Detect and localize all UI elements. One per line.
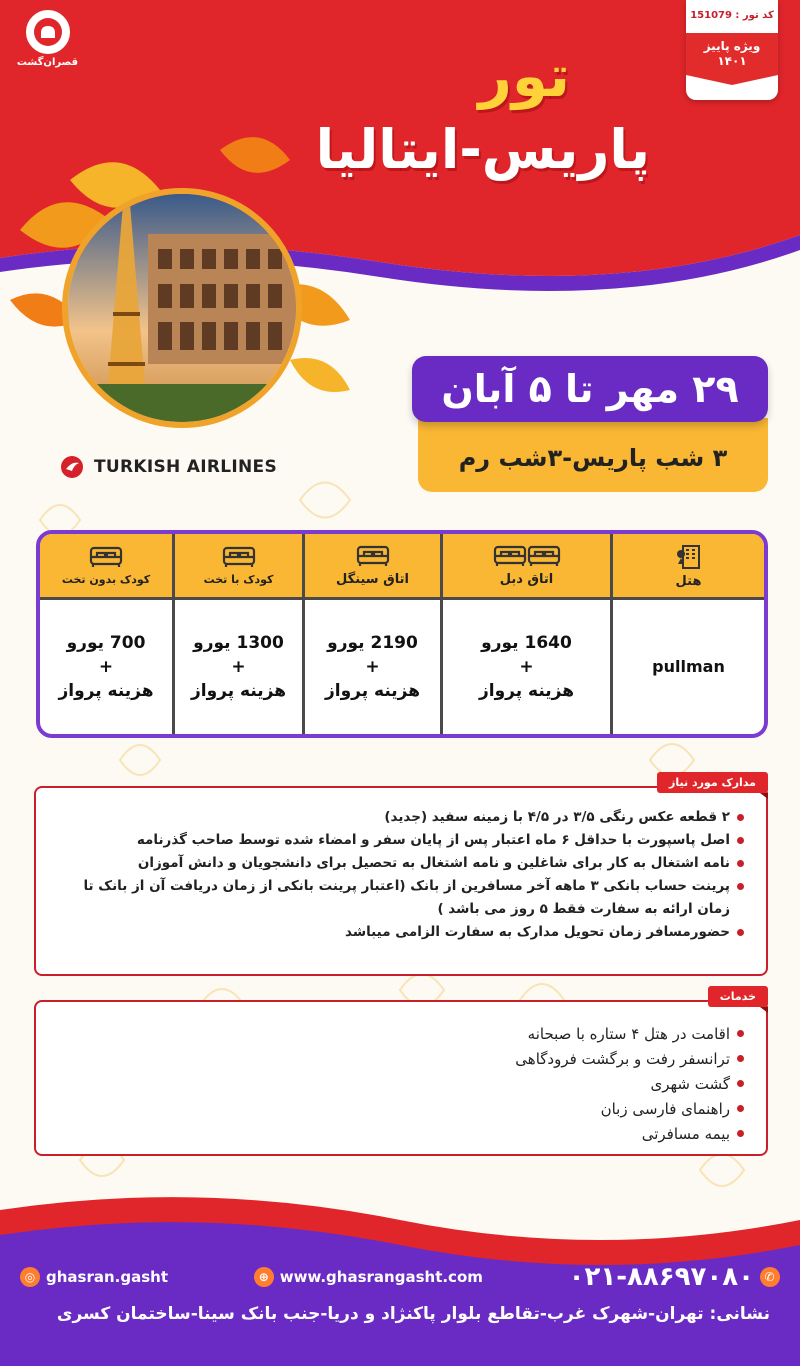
phone-number: ۰۲۱-۸۸۶۹۷۰۸۰ xyxy=(568,1262,754,1292)
website-url: www.ghasrangasht.com xyxy=(279,1268,483,1286)
airline-name: TURKISH AIRLINES xyxy=(94,457,277,477)
list-item: ترانسفر رفت و برگشت فرودگاهی xyxy=(52,1047,744,1072)
documents-box xyxy=(34,776,768,976)
header-hotel xyxy=(613,534,764,600)
instagram-link[interactable] xyxy=(20,1267,168,1287)
plus-sign: + xyxy=(98,657,114,677)
column-child-without-bed xyxy=(40,534,172,734)
header-child-without-bed xyxy=(40,534,172,600)
hotel-icon xyxy=(675,542,703,570)
header-label: هتل xyxy=(675,574,702,589)
column-single-room xyxy=(302,534,440,734)
title-tour: تور xyxy=(478,42,570,110)
list-item: نامه اشتغال به کار برای شاغلین و نامه اشتغال به تحصیل برای دانشجویان و دانش آموزان xyxy=(52,852,744,875)
list-item: بیمه مسافرتی xyxy=(52,1122,744,1147)
contact-bar xyxy=(20,1262,780,1292)
documents-list xyxy=(36,806,766,944)
services-title: خدمات xyxy=(708,986,768,1007)
phone-icon: ✆ xyxy=(760,1267,780,1287)
bed-icon xyxy=(222,545,256,569)
extra-cost: هزینه پرواز xyxy=(478,681,575,701)
globe-icon: ⊕ xyxy=(254,1267,274,1287)
price: 1640 یورو xyxy=(481,633,572,653)
price: 700 یورو xyxy=(66,633,146,653)
header-label: کودک با تخت xyxy=(203,573,274,586)
list-item: حضورمسافر زمان تحویل مدارک به سفارت الزامی میباشد xyxy=(52,921,744,944)
chef-hat-icon xyxy=(26,10,70,54)
price-cell xyxy=(40,600,172,734)
tour-code-tag xyxy=(686,0,778,100)
tour-nights: ۳ شب پاریس-۳شب رم xyxy=(418,418,768,492)
header-single-room xyxy=(305,534,440,600)
price: 2190 یورو xyxy=(327,633,418,653)
plus-sign: + xyxy=(519,657,534,677)
list-item: اصل پاسپورت با حداقل ۶ ماه اعتبار پس از پایان سفر و امضاء شده توسط صاحب گذرنامه xyxy=(52,829,744,852)
instagram-icon: ◎ xyxy=(20,1267,40,1287)
title-destination: پاریس-ایتالیا xyxy=(315,118,650,181)
destination-photo xyxy=(62,188,302,428)
price: 1300 یورو xyxy=(193,633,284,653)
extra-cost: هزینه پرواز xyxy=(190,681,287,701)
address: نشانی: تهران-شهرک غرب-تقاطع بلوار پاکنژاد و دریا-جنب بانک سینا-ساختمان کسری xyxy=(56,1304,770,1324)
header-label: کودک بدون تخت xyxy=(61,573,151,586)
season-year: ۱۴۰۱ xyxy=(717,54,747,68)
column-hotel xyxy=(610,534,764,734)
season-label: ویژه پاییز xyxy=(703,39,761,53)
header-label: اتاق سینگل xyxy=(336,572,409,587)
services-box xyxy=(34,990,768,1156)
price-cell xyxy=(443,600,610,734)
turkish-airlines-icon xyxy=(60,455,84,479)
single-bed-icon xyxy=(356,544,390,568)
tour-dates: ۲۹ مهر تا ۵ آبان xyxy=(412,356,768,422)
column-double-room xyxy=(440,534,610,734)
list-item: ۲ قطعه عکس رنگی ۳/۵ در ۴/۵ با زمینه سفید (جدید) xyxy=(52,806,744,829)
tour-code: کد تور : 151079 xyxy=(690,10,774,21)
hotel-name: pullman xyxy=(652,657,725,676)
header-child-with-bed xyxy=(175,534,302,600)
hotel-cell xyxy=(613,600,764,734)
extra-cost: هزینه پرواز xyxy=(58,681,154,701)
price-table xyxy=(36,530,768,738)
brand-logo xyxy=(18,10,78,68)
double-bed-icon xyxy=(493,544,561,568)
price-cell xyxy=(175,600,302,734)
list-item: گشت شهری xyxy=(52,1072,744,1097)
airline-logo xyxy=(60,455,277,479)
instagram-handle: ghasran.gasht xyxy=(46,1268,168,1286)
bed-icon xyxy=(89,545,123,569)
website-link[interactable] xyxy=(254,1267,483,1287)
services-list xyxy=(36,1022,766,1147)
price-cell xyxy=(305,600,440,734)
plus-sign: + xyxy=(365,657,380,677)
column-child-with-bed xyxy=(172,534,302,734)
list-item: پرینت حساب بانکی ۳ ماهه آخر مسافرین از بانک (اعتبار پرینت بانکی از زمان دریافت آن از بانک تا زمان ارائه به سفارت فقط ۵ روز می باشد ) xyxy=(52,875,744,921)
extra-cost: هزینه پرواز xyxy=(324,681,421,701)
season-ribbon xyxy=(686,33,778,75)
phone-link[interactable] xyxy=(569,1262,780,1292)
plus-sign: + xyxy=(231,657,246,677)
list-item: راهنمای فارسی زبان xyxy=(52,1097,744,1122)
header-label: اتاق دبل xyxy=(499,572,554,587)
list-item: اقامت در هتل ۴ ستاره با صبحانه xyxy=(52,1022,744,1047)
brand-name: قصران‌گشت xyxy=(16,57,78,68)
header-double-room xyxy=(443,534,610,600)
documents-title: مدارک مورد نیاز xyxy=(657,772,768,793)
